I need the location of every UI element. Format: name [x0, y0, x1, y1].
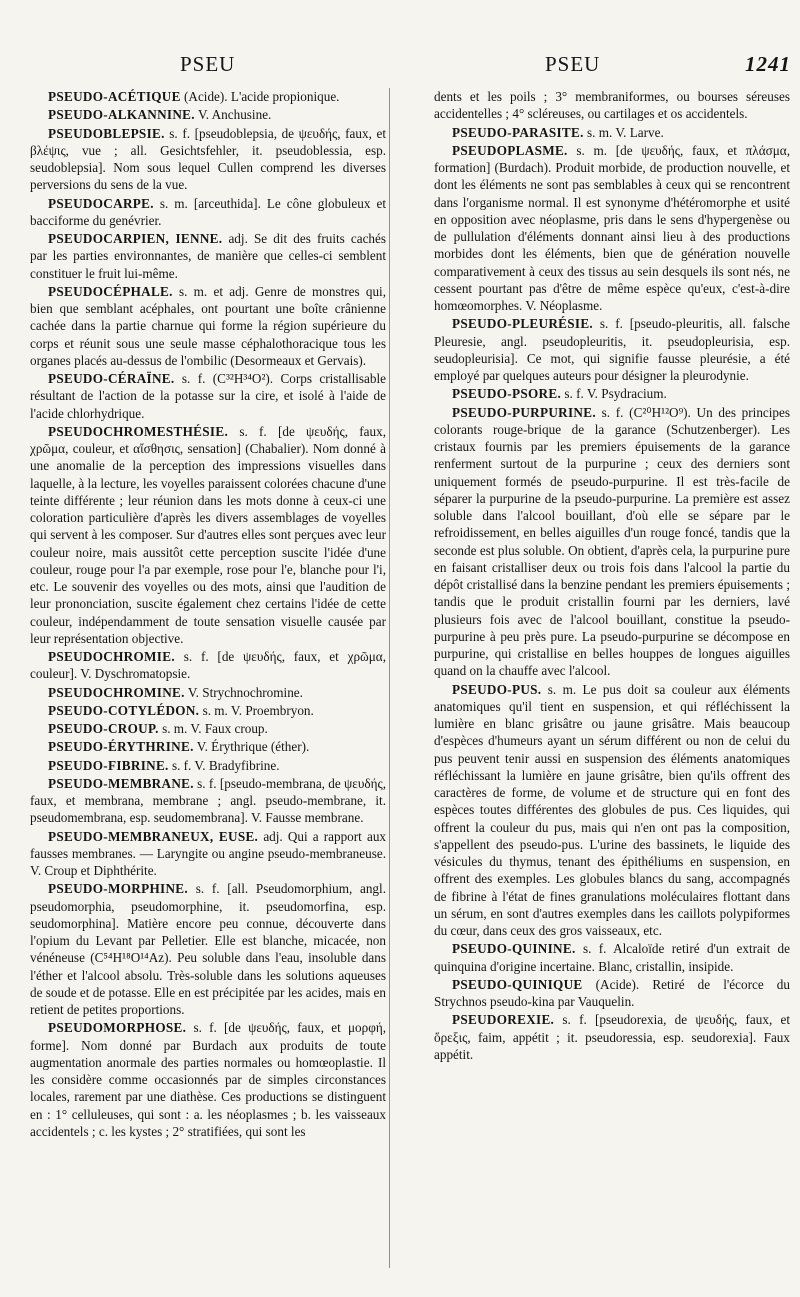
dictionary-entry	[30, 757, 386, 774]
dictionary-entry	[434, 88, 790, 123]
entry-definition: s. m. [arceuthida]. Le cône globuleux et bacciforme du genévrier.	[30, 195, 386, 228]
entry-definition: dents et les poils ; 3° membraniformes, ou bourses séreuses accidentelles ; 4° scléreuses, ou cartilages et os accidentels.	[434, 89, 790, 122]
entry-headword: PSEUDOBLEPSIE.	[48, 125, 165, 141]
dictionary-entry	[30, 738, 386, 755]
dictionary-entry	[434, 404, 790, 680]
running-head	[0, 52, 800, 82]
dictionary-entry	[30, 283, 386, 369]
dictionary-entry	[434, 976, 790, 1011]
entry-headword: PSEUDOREXIE.	[452, 1012, 555, 1028]
entry-headword: PSEUDO-PUS.	[452, 681, 542, 697]
dictionary-entry	[30, 106, 386, 123]
entry-headword: PSEUDO-ACÉTIQUE	[48, 89, 181, 104]
entry-definition: s. f. (C³²H³⁴O²). Corps cristallisable résultant de l'action de la potasse sur la cire, et isolé à l'aide de l'acide chlorhydrique.	[30, 371, 386, 421]
entry-headword: PSEUDOCÉPHALE.	[48, 283, 173, 299]
page-number: 1241	[745, 52, 791, 76]
dictionary-entry	[434, 385, 790, 402]
entry-definition: V. Anchusine.	[197, 107, 272, 123]
entry-headword: PSEUDO-PARASITE.	[452, 124, 584, 140]
entry-definition: s. f. [all. Pseudomorphium, angl. pseudomorphia, pseudomorphine, it. pseudomorfina, esp. seudomorphina]. Matière encore peu connue, découverte dans l'opium du Levant par Pelletier. Elle est blanche, micacée, non vénéneuse (C⁵⁴H¹⁸O¹⁴Az). Peu soluble dans l'eau, insoluble dans l'éther et l'alcool absolu. Très-soluble dans les solutions aqueuses de soude et de potasse. Elle en est précipitée par les acides, mais en retient de petites proportions.	[30, 881, 386, 1017]
entry-definition: s. m. [de ψευδής, faux, et πλάσμα, formation] (Burdach). Produit morbide, de production nouvelle, et dont les éléments ne sont pas semblables à ceux qui se rencontrent dans l'organisme normal. Il est synonyme d'hétéromorphe et usité en opposition avec néoplasme, pris dans le sens d'hypergenèse ou de pullulation d'éléments donnant ainsi lieu à des productions morbides dont les éléments, bien que de génération nouvelle comparativement à ceux des tissus au sein desquels ils sont nés, ne cessent pourtant pas d'être de même espèce qu'eux, c'est-à-dire homœomorphes. V. Néoplasme.	[434, 142, 790, 313]
dictionary-entry	[30, 370, 386, 422]
entry-definition: s. f. (C²⁰H¹²O⁹). Un des principes colorants rouge-brique de la garance (Schutzenberger). Les cristaux fournis par les premiers épuisements de la garance renferment surtout de la purpurine ; ceux des derniers sont uniquement formés de pseudo-purpurine. Il est très-facile de séparer la purpurine de la pseudo-purpurine. La première est assez soluble dans l'alcool bouillant, d'où elle se sépare par le refroidissement, en belles aiguilles d'un rouge foncé, tandis que la seconde est plus soluble. On obtient, d'après cela, la purpurine pure en faisant cristalliser deux ou trois fois dans l'alcool la partie du dépôt cristallisé dans la benzine pendant les premiers épuisements ; tandis que le produit cristallin fourni par les derniers, lavé plusieurs fois avec de l'alcool bouillant, constitue la pseudo-purpurine à peu près pure. La pseudo-purpurine se décompose en purpurine, qui cristallise en belles houppes de longues aiguilles quand on la chauffe avec l'alcool.	[434, 404, 790, 679]
entry-headword: PSEUDOCARPIEN, IENNE.	[48, 231, 223, 246]
entry-definition: s. f. [pseudorexia, de ψευδής, faux, et ὄρεξις, faim, appétit ; it. pseudoressia, esp. seudorexia]. Faux appétit.	[434, 1012, 790, 1062]
entry-headword: PSEUDO-QUINIQUE	[452, 976, 583, 992]
entry-headword: PSEUDO-CROUP.	[48, 721, 159, 736]
dictionary-entry	[434, 315, 790, 384]
entry-definition: s. m. V. Proembryon.	[202, 702, 314, 718]
entry-headword: PSEUDO-PSORE.	[452, 386, 562, 402]
entry-headword: PSEUDO-CÉRAÏNE.	[48, 371, 175, 386]
dictionary-entry	[30, 702, 386, 719]
entry-headword: PSEUDO-MEMBRANE.	[48, 775, 194, 791]
dictionary-entry	[30, 195, 386, 230]
entry-definition: s. f. [de ψευδής, faux, χρῶμα, couleur, et αἴσθησις, sensation] (Chabalier). Nom donné à une anomalie de la perception des impressions visuelles dans laquelle, à la lecture, les voyelles paraissent colorées chacune d'une teinte différente ; leur réunion dans les mots donne à ceux-ci une coloration particulière d'après les divers assemblages de voyelles qui servent à les composer. Sur d'autres elles sont perçues avec leur couleur noire, mais aussitôt cette perception suscite l'idée d'une couleur, rouge pour l'a par exemple, rose pour l'e, blanche pour l'i, etc. Le souvenir des voyelles ou des mots, ainsi que l'audition de leur prononciation, suscite également chez certains l'idée de cette couleur, indépendamment de toute sensation visuelle causée par leur représentation objective.	[30, 423, 386, 646]
entry-definition: s. f. [pseudoblepsia, de ψευδής, faux, et βλέψις, vue ; all. Gesichtsfehler, it. pseudoblessia, esp. seudoblepsia]. Nom sous lequel Cullen comprend les diverses perversions du sens de la vue.	[30, 125, 386, 193]
entry-definition: s. f. V. Bradyfibrine.	[171, 757, 280, 773]
entry-definition: s. m. Le pus doit sa couleur aux éléments anatomiques qu'il tient en suspension, et qui réfléchissent la lumière en blanc grisâtre ou jaune grisâtre. Mais beaucoup d'espèces d'humeurs ayant un sérum différent ou non de celui du pus peuvent tenir aussi en suspension des éléments anatomiques réfléchissant la lumière en jaune grisâtre, bien qu'ils offrent des caractères de forme, de volume et de structure qui en font des espèces toutes différentes des globules de pus. Ces liquides, qui offrent la couleur du pus, mais qui n'en ont pas la composition, s'appellent des pseudo-pus. L'urine des bassinets, le liquide des vésicules du thymus, tenant des épithéliums en suspension, en offrent des exemples. Les globules blancs du sang, accompagnés de fibrine à l'état de fines granulations moléculaires flottant dans un sérum, en sont d'autres exemples dans les caillots polypiformes du cœur, dans ceux des gros vaisseaux, etc.	[434, 681, 790, 938]
columns	[30, 88, 790, 1283]
entry-definition: s. f. [pseudo-pleuritis, all. falsche Pleuresie, angl. pseudopleuritis, it. pseudopleurisia, esp. seudopleurisia]. Ce mot, qui signifie fausse pleurésie, a été employé par quelques auteurs pour désigner la pleurodynie.	[434, 316, 790, 383]
entry-headword: PSEUDO-MEMBRANEUX, EUSE.	[48, 828, 259, 844]
dictionary-entry	[30, 125, 386, 194]
entry-definition: (Acide). Retiré de l'écorce du Strychnos pseudo-kina par Vauquelin.	[434, 976, 790, 1009]
entry-definition: (Acide). L'acide propionique.	[184, 89, 340, 104]
right-column	[434, 88, 790, 1283]
entry-definition: s. f. V. Psydracium.	[564, 386, 667, 402]
entry-definition: s. m. et adj. Genre de monstres qui, bien que semblant acéphales, ont pourtant une boîte crânienne cachée dans la partie charnue qui forme la région supérieure du corps et réunit sous une seule masse céphalothoracique tous les organes placés au-dessus de l'ombilic (Desormeaux et Gervais).	[30, 283, 386, 368]
entry-headword: PSEUDOCHROMIE.	[48, 649, 175, 664]
entry-headword: PSEUDO-COTYLÉDON.	[48, 702, 200, 718]
dictionary-entry	[434, 940, 790, 975]
entry-headword: PSEUDO-QUININE.	[452, 941, 576, 957]
left-column	[30, 88, 386, 1283]
entry-headword: PSEUDO-ÉRYTHRINE.	[48, 739, 194, 755]
dictionary-entry	[434, 1011, 790, 1063]
dictionary-entry	[30, 684, 386, 701]
dictionary-entry	[30, 230, 386, 282]
dictionary-entry	[30, 880, 386, 1018]
entry-definition: s. f. [pseudo-membrana, de ψευδής, faux, et membrana, membrane ; angl. pseudo-membrane, it. pseudomembrana, esp. seudomembrana]. V. Fausse membrane.	[30, 775, 386, 826]
running-head-left: PSEU	[180, 52, 236, 76]
dictionary-entry	[434, 681, 790, 940]
entry-definition: adj. Qui a rapport aux fausses membranes. — Laryngite ou angine pseudo-membraneuse. V. Croup et Diphthérite.	[30, 828, 386, 878]
dictionary-entry	[30, 828, 386, 880]
entry-headword: PSEUDOMORPHOSE.	[48, 1020, 187, 1036]
dictionary-entry	[30, 1019, 386, 1140]
dictionary-entry	[30, 88, 386, 105]
entry-definition: V. Strychnochromine.	[187, 684, 303, 700]
dictionary-entry	[30, 423, 386, 647]
entry-headword: PSEUDO-PLEURÉSIE.	[452, 316, 594, 332]
dictionary-entry	[434, 124, 790, 141]
entry-definition: s. f. [de ψευδής, faux, et μορφή, forme]. Nom donné par Burdach aux produits de toute augmentation anormale des parties normales ou homœoplastie. Il les considère comme occasionnés par de simples circonstances locales, rarement par une diathèse. Ces productions se distinguent en : 1° celluleuses, qui sont : a. les néoplasmes ; b. les vaisseaux accidentels ; c. les kystes ; 2° stratifiées, qui sont les	[30, 1020, 386, 1139]
entry-definition: s. m. V. Larve.	[586, 124, 664, 140]
entry-headword: PSEUDOPLASME.	[452, 142, 568, 158]
entry-definition: s. m. V. Faux croup.	[162, 721, 268, 736]
entry-definition: s. f. Alcaloïde retiré d'un extrait de quinquina d'origine incertaine. Blanc, cristallin, insipide.	[434, 941, 790, 974]
dictionary-entry	[30, 775, 386, 827]
dictionary-entry	[30, 720, 386, 737]
dictionary-entry	[30, 648, 386, 683]
entry-definition: s. f. [de ψευδής, faux, et χρῶμα, couleur]. V. Dyschromatopsie.	[30, 649, 386, 682]
entry-headword: PSEUDO-ALKANNINE.	[48, 107, 195, 123]
entry-headword: PSEUDOCARPE.	[48, 195, 154, 211]
entry-headword: PSEUDOCHROMINE.	[48, 684, 185, 700]
entry-headword: PSEUDOCHROMESTHÉSIE.	[48, 423, 229, 439]
entry-headword: PSEUDO-MORPHINE.	[48, 881, 188, 897]
running-head-center: PSEU	[545, 52, 601, 76]
entry-definition: V. Érythrique (éther).	[196, 739, 310, 755]
dictionary-entry	[434, 142, 790, 315]
entry-headword: PSEUDO-FIBRINE.	[48, 757, 169, 773]
entry-definition: adj. Se dit des fruits cachés par les parties environnantes, de manière que celles-ci semblent constituer le fruit lui-même.	[30, 231, 386, 281]
entry-headword: PSEUDO-PURPURINE.	[452, 404, 596, 420]
